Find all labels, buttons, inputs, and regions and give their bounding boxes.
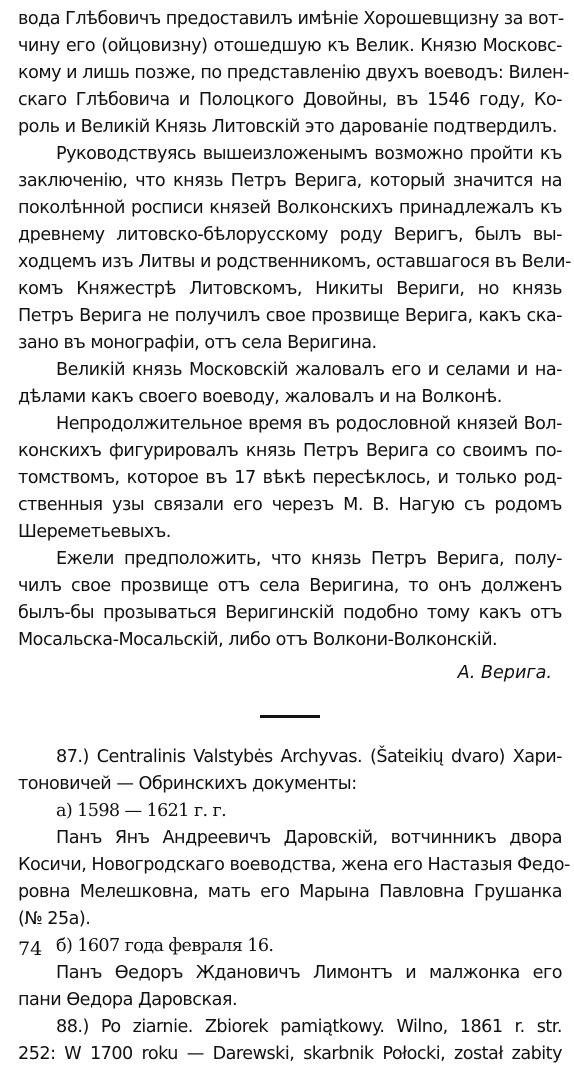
text-line: а) 1598 — 1621 г. г. [56, 801, 227, 821]
article-verigi [18, 6, 571, 687]
text-line: чину его (ойцовизну) отошедшую къ Велик. Князю Московс- [18, 36, 562, 56]
text-line: ровна Мелешковна, мать его Марына Павловна Грушанка [18, 882, 562, 902]
text-line: пани Ѳедора Даровская. [18, 990, 238, 1010]
text-line: чилъ свое прозвище отъ села Веригина, то онъ долженъ [18, 576, 562, 596]
text-line: былъ-бы прозываться Веригинскій подобно тому какъ отъ [18, 603, 562, 623]
text-line: томствомъ, которое въ 17 вѣкѣ пересѣклось, и только род- [18, 468, 562, 488]
text-line: тоновичей — Обринскихъ документы: [18, 774, 357, 794]
text-line: ходцемъ изъ Литвы и родственникомъ, оставшагося въ Вели- [18, 252, 571, 272]
text-line: ственныя узы связали его черезъ М. В. Нагую съ родомъ [18, 495, 562, 515]
text-line: скаго Глѣбовича и Полоцкого Довойны, въ 1546 году, Ко- [18, 90, 562, 110]
text-line: поколѣнной росписи князей Волконскихъ принадлежалъ къ [18, 198, 562, 218]
text-line: Шереметьевыхъ. [18, 522, 171, 542]
text-line: (№ 25а). [18, 909, 91, 929]
section-divider [260, 715, 320, 718]
text-line: древнему литовско-бѣлорусскому роду Веригъ, былъ вы- [18, 225, 562, 245]
archive-references [18, 744, 570, 1068]
text-line: Непродолжительное время въ родословной князей Вол- [56, 414, 562, 434]
text-line: Великій князь Московскій жаловалъ его и селами и на- [56, 360, 562, 380]
text-line: Ежели предположить, что князь Петръ Верига, полу- [56, 549, 562, 569]
text-line: кому и лишь позже, по представленію двухъ воеводъ: Вилен- [18, 63, 569, 83]
text-line: роль и Великій Князь Литовскій это дарованіе подтвердилъ. [18, 117, 557, 137]
author-signature: А. Верига. [457, 663, 552, 683]
text-line: комъ Княжестрѣ Литовскомъ, Никиты Вериги, но князь [18, 279, 562, 299]
text-line: зано въ монографіи, отъ села Веригина. [18, 333, 377, 353]
text-line: б) 1607 года февраля 16. [56, 936, 274, 956]
text-line: 88.) Po ziarnie. Zbiorek pamiątkowy. Wilno, 1861 r. str. [56, 1017, 562, 1037]
text-line: Панъ Ѳедоръ Ждановичъ Лимонтъ и малжонка его [56, 963, 562, 983]
text-line: Петръ Верига не получилъ свое прозвище Верига, какъ ска- [18, 306, 562, 326]
text-line: заключенію, что князь Петръ Верига, который значится на [18, 171, 562, 191]
page-number: 74 [18, 938, 43, 960]
text-line: 252: W 1700 roku — Darewski, skarbnik Połocki, został zabity [18, 1044, 562, 1064]
text-line: дѣлами какъ своего воеводу, жаловалъ и на Волконѣ. [18, 387, 502, 407]
text-line: Панъ Янъ Андреевичъ Даровскій, вотчинникъ двора [56, 828, 562, 848]
text-line: Косичи, Новогродскаго воеводства, жена его Настазыя Федо- [18, 855, 570, 875]
text-line: конскихъ фигурировалъ князь Петръ Верига со своимъ по- [18, 441, 562, 461]
text-line: вода Глѣбовичъ предоставилъ имѣніе Хорошевщизну за вот- [18, 9, 564, 29]
text-line: Руководствуясь вышеизложенымъ возможно пройти къ [56, 144, 562, 164]
text-line: 87.) Centralinis Valstybės Archyvas. (Šateikių dvaro) Хари- [56, 747, 562, 767]
text-line: Мосальска-Мосальскій, либо отъ Волкони-Волконскій. [18, 630, 498, 650]
